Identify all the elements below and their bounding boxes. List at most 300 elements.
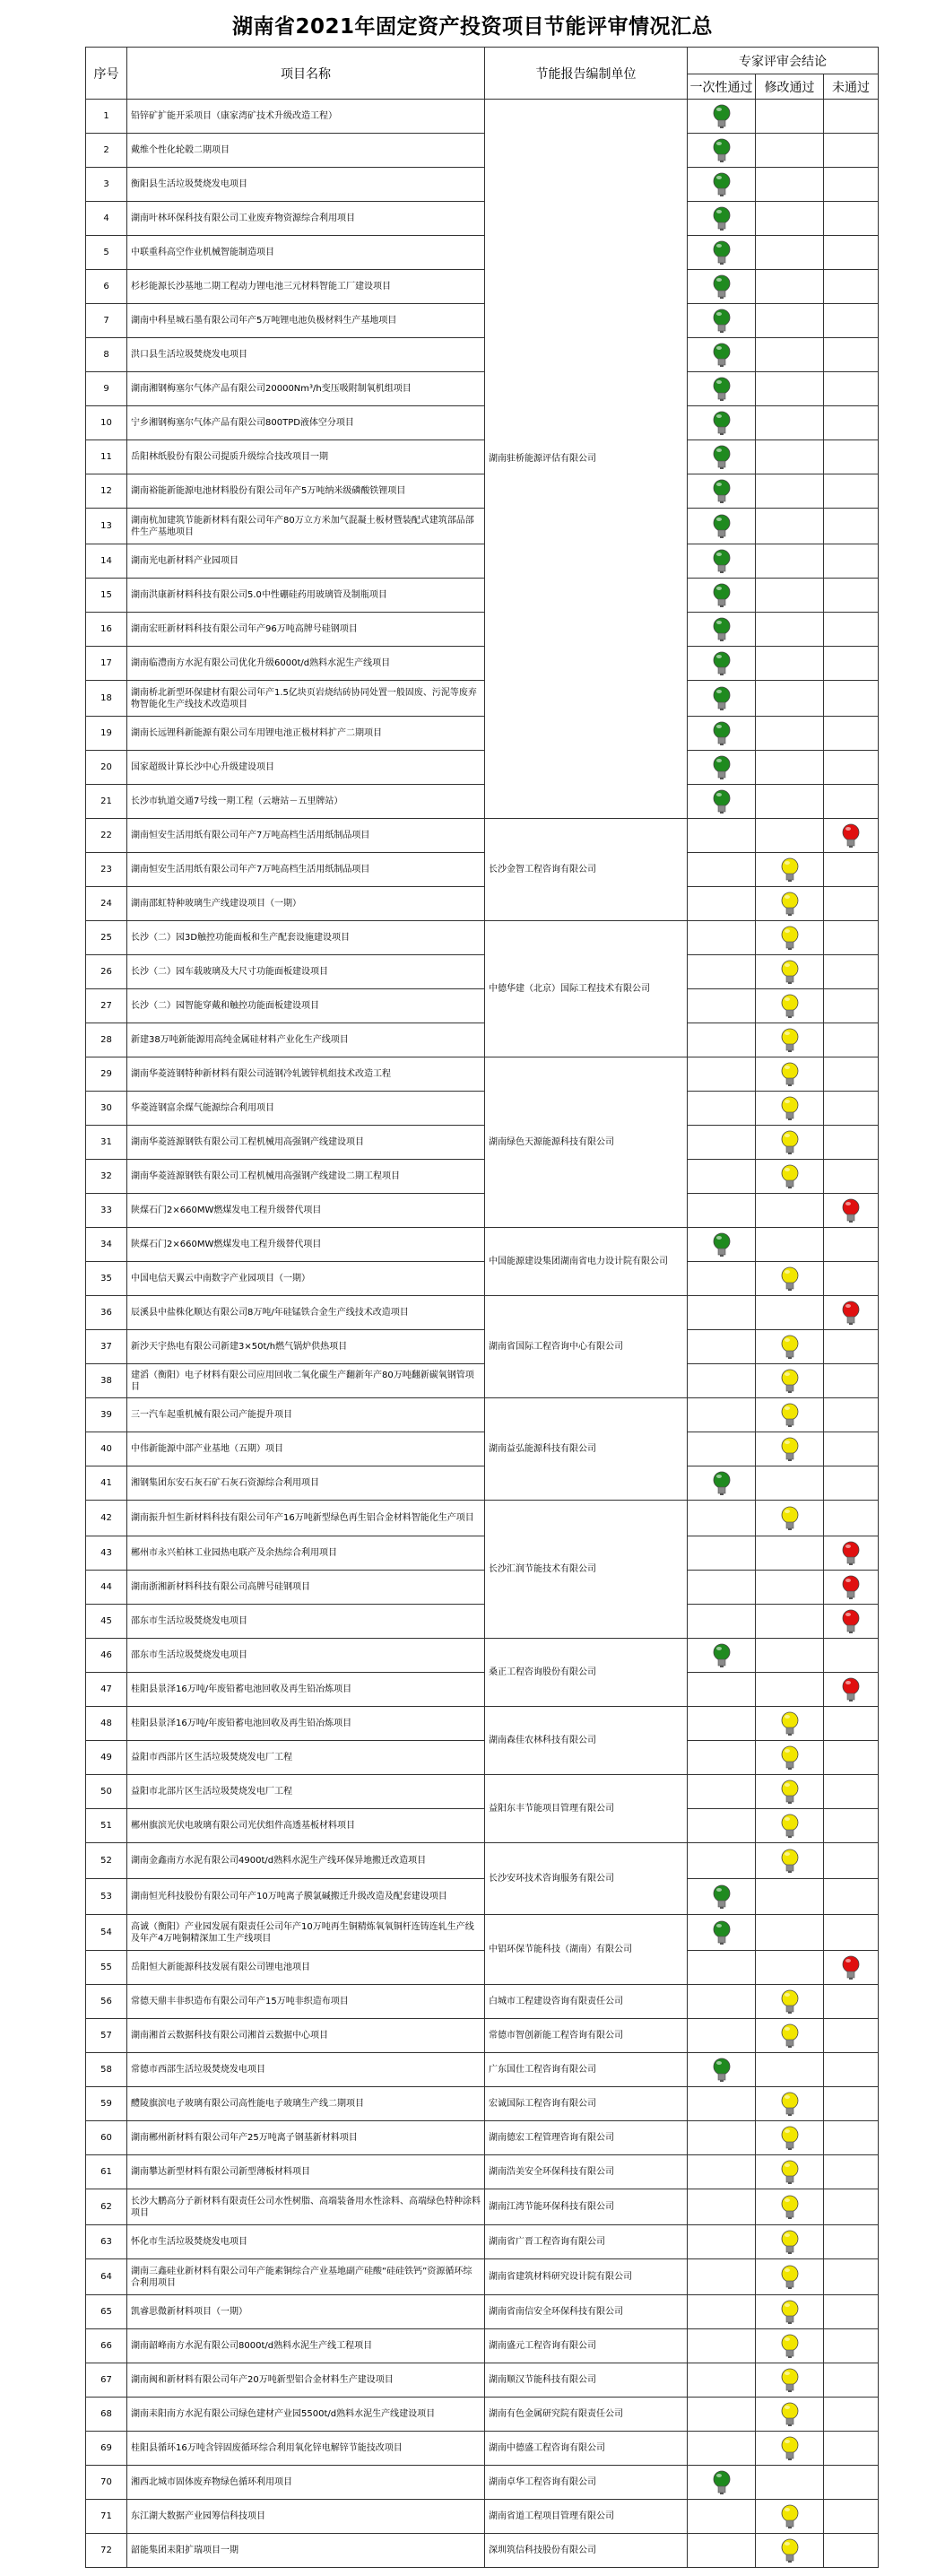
bulb-glass [714, 241, 730, 257]
bulb-glass [843, 1542, 859, 1558]
status-bulb-pass-icon [711, 478, 733, 505]
report-unit: 宏诚国际工程咨询有限公司 [485, 2087, 688, 2121]
bulb-highlight [785, 1440, 790, 1444]
result-cell-revise [756, 853, 824, 887]
row-number: 66 [86, 2329, 127, 2363]
review-summary-table [85, 47, 879, 2568]
result-cell-revise [756, 1228, 824, 1262]
result-cell-fail [824, 2225, 879, 2259]
row-number: 40 [86, 1432, 127, 1466]
bulb-tip [720, 1493, 724, 1495]
header-name: 项目名称 [127, 48, 485, 100]
result-cell-fail [824, 887, 879, 921]
report-unit: 湖南有色金属研究院有限责任公司 [485, 2398, 688, 2432]
bulb-tip [788, 2217, 792, 2219]
result-cell-revise [756, 2259, 824, 2295]
bulb-base [718, 120, 725, 126]
bulb-highlight [716, 587, 722, 590]
bulb-highlight [716, 1647, 722, 1650]
result-cell-fail [824, 270, 879, 304]
bulb-base [718, 1487, 725, 1493]
report-unit: 长沙安环技术咨询服务有限公司 [485, 1843, 688, 1915]
status-bulb-revise-icon [779, 1061, 801, 1088]
status-bulb-pass-icon [711, 376, 733, 403]
bulb-tip [788, 1153, 792, 1154]
bulb-highlight [716, 518, 722, 521]
bulb-base [786, 1762, 793, 1768]
header-conclusion: 专家评审会结论 [688, 48, 879, 74]
row-number: 35 [86, 1262, 127, 1296]
bulb-glass [714, 618, 730, 634]
result-cell-pass [688, 474, 756, 509]
bulb-glass [782, 1370, 798, 1386]
result-cell-pass [688, 1023, 756, 1057]
bulb-tip [720, 605, 724, 607]
project-name: 湖南华菱涟钢特种新材料有限公司涟钢冷轧镀锌机组技术改造工程 [127, 1057, 485, 1092]
bulb-tip [720, 640, 724, 641]
status-bulb-pass-icon [711, 548, 733, 575]
bulb-highlight [716, 414, 722, 418]
status-bulb-revise-icon [779, 891, 801, 918]
project-name: 湖南湘钢梅塞尔气体产品有限公司20000Nm³/h变压吸附制氧机组项目 [127, 372, 485, 406]
result-cell-fail [824, 168, 879, 202]
bulb-tip [788, 2148, 792, 2150]
result-cell-fail [824, 1364, 879, 1398]
result-cell-fail [824, 2295, 879, 2329]
status-bulb-revise-icon [779, 2435, 801, 2462]
bulb-tip [788, 914, 792, 916]
project-name: 邵东市生活垃圾焚烧发电项目 [127, 1639, 485, 1673]
result-cell-revise [756, 236, 824, 270]
table-row [86, 2189, 879, 2225]
row-number: 38 [86, 1364, 127, 1398]
bulb-glass [843, 1610, 859, 1626]
result-cell-pass [688, 955, 756, 989]
result-cell-pass [688, 1915, 756, 1951]
bulb-highlight [785, 1852, 790, 1856]
table-row [86, 1879, 879, 1915]
bulb-base [847, 1693, 854, 1700]
result-cell-revise [756, 2087, 824, 2121]
bulb-glass [782, 2024, 798, 2041]
result-cell-pass [688, 1741, 756, 1775]
table-row [86, 2398, 879, 2432]
row-number: 4 [86, 202, 127, 236]
bulb-highlight [845, 827, 851, 831]
project-name: 陕煤石门2×660MW燃煤发电工程升级替代项目 [127, 1194, 485, 1228]
status-bulb-revise-icon [779, 1129, 801, 1156]
result-cell-pass [688, 236, 756, 270]
result-cell-fail [824, 1228, 879, 1262]
status-bulb-pass-icon [711, 788, 733, 815]
bulb-tip [788, 2287, 792, 2289]
table-row [86, 2053, 879, 2087]
status-bulb-pass-icon [711, 308, 733, 335]
bulb-tip [788, 1187, 792, 1188]
bulb-base [718, 427, 725, 433]
table-row [86, 1330, 879, 1364]
row-number: 1 [86, 100, 127, 134]
project-name: 湖南攀达新型材料有限公司新型薄板材料项目 [127, 2155, 485, 2189]
status-bulb-pass-icon [711, 239, 733, 266]
row-number: 63 [86, 2225, 127, 2259]
status-bulb-pass-icon [711, 274, 733, 300]
report-unit: 湖南盛元工程咨询有限公司 [485, 2329, 688, 2363]
table-row [86, 1843, 879, 1879]
row-number: 24 [86, 887, 127, 921]
bulb-highlight [785, 963, 790, 967]
result-cell-pass [688, 2500, 756, 2534]
bulb-base [718, 565, 725, 571]
bulb-glass [714, 207, 730, 223]
row-number: 42 [86, 1501, 127, 1536]
result-cell-fail [824, 1985, 879, 2019]
status-bulb-revise-icon [779, 2125, 801, 2152]
row-number: 11 [86, 440, 127, 474]
bulb-base [786, 2142, 793, 2148]
bulb-glass [714, 2058, 730, 2075]
row-number: 51 [86, 1809, 127, 1843]
status-bulb-revise-icon [779, 2537, 801, 2564]
result-cell-revise [756, 989, 824, 1023]
table-row [86, 2259, 879, 2295]
bulb-highlight [785, 2233, 790, 2237]
bulb-tip [849, 1221, 853, 1223]
bulb-base [786, 1283, 793, 1289]
report-unit: 湖南绿色天源能源科技有限公司 [485, 1057, 688, 1228]
result-cell-fail [824, 1466, 879, 1501]
bulb-highlight [785, 2542, 790, 2546]
bulb-highlight [785, 1817, 790, 1821]
table-row [86, 1262, 879, 1296]
result-cell-pass [688, 2432, 756, 2466]
report-unit: 长沙金智工程咨询有限公司 [485, 819, 688, 921]
bulb-highlight [716, 621, 722, 624]
bulb-tip [788, 982, 792, 984]
bulb-highlight [716, 1475, 722, 1478]
row-number: 21 [86, 785, 127, 819]
table-row [86, 613, 879, 647]
status-bulb-revise-icon [779, 1027, 801, 1054]
bulb-highlight [716, 1924, 722, 1928]
table-row [86, 1466, 879, 1501]
bulb-highlight [785, 2303, 790, 2307]
project-name: 长沙大鹏高分子新材料有限责任公司水性树脂、高端装备用水性涂料、高端绿色特种涂料项目 [127, 2189, 485, 2225]
result-cell-revise [756, 2534, 824, 2568]
bulb-highlight [785, 1168, 790, 1171]
result-cell-fail [824, 751, 879, 785]
status-bulb-pass-icon [711, 205, 733, 232]
table-row [86, 1809, 879, 1843]
status-bulb-pass-icon [711, 685, 733, 712]
table-row [86, 236, 879, 270]
result-cell-revise [756, 406, 824, 440]
bulb-base [786, 2418, 793, 2424]
bulb-highlight [716, 553, 722, 556]
bulb-highlight [845, 1681, 851, 1684]
result-cell-revise [756, 1398, 824, 1432]
project-name: 华菱涟钢富余煤气能源综合利用项目 [127, 1092, 485, 1126]
result-cell-pass [688, 270, 756, 304]
bulb-base [718, 633, 725, 640]
result-cell-fail [824, 1639, 879, 1673]
result-cell-pass [688, 2053, 756, 2087]
table-row [86, 2121, 879, 2155]
result-cell-pass [688, 2259, 756, 2295]
result-cell-fail [824, 1057, 879, 1092]
result-cell-fail [824, 955, 879, 989]
bulb-base [786, 1044, 793, 1050]
result-cell-revise [756, 681, 824, 717]
bulb-highlight [716, 2061, 722, 2065]
project-name: 湖南临澧南方水泥有限公司优化升级6000t/d熟料水泥生产线项目 [127, 647, 485, 681]
status-bulb-revise-icon [779, 1368, 801, 1395]
bulb-tip [788, 1871, 792, 1873]
bulb-base [786, 2211, 793, 2217]
result-cell-fail [824, 100, 879, 134]
status-bulb-revise-icon [779, 1334, 801, 1361]
bulb-highlight [785, 1715, 790, 1719]
bulb-highlight [785, 1338, 790, 1342]
bulb-highlight [785, 2163, 790, 2167]
result-cell-revise [756, 304, 824, 338]
result-cell-revise [756, 1466, 824, 1501]
row-number: 72 [86, 2534, 127, 2568]
table-row [86, 1639, 879, 1673]
bulb-highlight [785, 2371, 790, 2375]
result-cell-revise [756, 1092, 824, 1126]
bulb-base [786, 2384, 793, 2390]
status-bulb-pass-icon [711, 1231, 733, 1258]
result-cell-fail [824, 1809, 879, 1843]
project-name: 韶能集团耒阳扩瑞项目一期 [127, 2534, 485, 2568]
result-cell-pass [688, 1809, 756, 1843]
project-name: 湖南恒安生活用纸有限公司年产7万吨高档生活用纸制品项目 [127, 819, 485, 853]
bulb-base [786, 1385, 793, 1391]
table-row [86, 717, 879, 751]
project-name: 长沙（二）园智能穿戴和触控功能面板建设项目 [127, 989, 485, 1023]
status-bulb-revise-icon [779, 2333, 801, 2360]
result-cell-revise [756, 1296, 824, 1330]
result-cell-fail [824, 509, 879, 544]
bulb-glass [782, 1849, 798, 1866]
project-name: 岳阳恒大新能源科技发展有限公司锂电池项目 [127, 1951, 485, 1985]
bulb-glass [782, 1063, 798, 1079]
row-number: 57 [86, 2019, 127, 2053]
project-name: 湖南长远锂科新能源有限公司车用锂电池正极材料扩产二期项目 [127, 717, 485, 751]
bulb-glass [782, 2335, 798, 2351]
table-row [86, 751, 879, 785]
status-bulb-pass-icon [711, 513, 733, 540]
report-unit: 湖南江湾节能环保科技有限公司 [485, 2189, 688, 2225]
result-cell-pass [688, 613, 756, 647]
result-cell-pass [688, 168, 756, 202]
result-cell-pass [688, 1536, 756, 1571]
bulb-highlight [785, 1100, 790, 1103]
table-row [86, 406, 879, 440]
table-row [86, 100, 879, 134]
result-cell-revise [756, 168, 824, 202]
status-bulb-revise-icon [779, 1095, 801, 1122]
status-bulb-pass-icon [711, 2469, 733, 2496]
row-number: 3 [86, 168, 127, 202]
bulb-base [847, 1557, 854, 1563]
result-cell-pass [688, 2189, 756, 2225]
table-row [86, 1364, 879, 1398]
report-unit: 湖南卓华工程咨询有限公司 [485, 2466, 688, 2500]
report-unit: 中国能源建设集团湖南省电力设计院有限公司 [485, 1228, 688, 1296]
bulb-tip [788, 880, 792, 882]
table-row [86, 2500, 879, 2534]
bulb-base [786, 2520, 793, 2527]
bulb-glass [782, 1336, 798, 1352]
result-cell-pass [688, 2295, 756, 2329]
row-number: 69 [86, 2432, 127, 2466]
status-bulb-pass-icon [711, 171, 733, 198]
row-number: 48 [86, 1707, 127, 1741]
bulb-base [718, 188, 725, 195]
row-number: 71 [86, 2500, 127, 2534]
bulb-highlight [785, 2129, 790, 2133]
result-cell-revise [756, 647, 824, 681]
result-cell-revise [756, 2500, 824, 2534]
bulb-tip [788, 948, 792, 950]
project-name: 湖南阀和新材料有限公司年产20万吨新型铝合金材料生产建设项目 [127, 2363, 485, 2398]
bulb-tip [788, 1802, 792, 1804]
result-cell-fail [824, 2121, 879, 2155]
bulb-highlight [716, 1888, 722, 1892]
status-bulb-pass-icon [711, 1470, 733, 1497]
bulb-base [718, 393, 725, 399]
bulb-tip [720, 161, 724, 162]
bulb-highlight [785, 861, 790, 865]
bulb-glass [714, 344, 730, 360]
bulb-tip [788, 1425, 792, 1427]
row-number: 14 [86, 544, 127, 579]
result-cell-revise [756, 1194, 824, 1228]
bulb-tip [788, 2459, 792, 2460]
report-unit: 广东国仕工程咨询有限公司 [485, 2053, 688, 2087]
result-cell-fail [824, 2432, 879, 2466]
result-cell-fail [824, 1092, 879, 1126]
bulb-tip [720, 1943, 724, 1945]
result-cell-pass [688, 887, 756, 921]
bulb-tip [720, 195, 724, 196]
bulb-base [718, 599, 725, 605]
result-cell-pass [688, 989, 756, 1023]
row-number: 54 [86, 1915, 127, 1951]
bulb-glass [782, 961, 798, 977]
status-bulb-revise-icon [779, 1745, 801, 1771]
result-cell-revise [756, 1775, 824, 1809]
result-cell-fail [824, 1296, 879, 1330]
result-cell-fail [824, 647, 879, 681]
project-name: 湖南中科星城石墨有限公司年产5万吨锂电池负极材料生产基地项目 [127, 304, 485, 338]
report-unit: 益阳东丰节能项目管理有限公司 [485, 1775, 688, 1843]
result-cell-fail [824, 2155, 879, 2189]
bulb-glass [782, 2403, 798, 2419]
status-bulb-revise-icon [779, 2091, 801, 2118]
result-cell-fail [824, 989, 879, 1023]
project-name: 常德天鼎丰非织造布有限公司年产15万吨非织造布项目 [127, 1985, 485, 2019]
bulb-glass [782, 2505, 798, 2521]
result-cell-pass [688, 1228, 756, 1262]
table-row [86, 1673, 879, 1707]
header-pass: 一次性通过 [688, 74, 756, 100]
result-cell-fail [824, 1262, 879, 1296]
result-cell-fail [824, 1915, 879, 1951]
bulb-highlight [785, 1510, 790, 1513]
result-cell-pass [688, 647, 756, 681]
bulb-tip [720, 1907, 724, 1909]
bulb-highlight [785, 1993, 790, 1997]
result-cell-revise [756, 2329, 824, 2363]
row-number: 44 [86, 1571, 127, 1605]
table-row [86, 887, 879, 921]
bulb-base [786, 874, 793, 880]
bulb-glass [782, 2539, 798, 2555]
status-bulb-pass-icon [711, 616, 733, 643]
report-unit: 湖南驻桥能源评估有限公司 [485, 100, 688, 819]
status-bulb-fail-icon [840, 1574, 862, 1601]
result-cell-fail [824, 1398, 879, 1432]
bulb-base [786, 1796, 793, 1802]
report-unit: 湖南省国际工程咨询中心有限公司 [485, 1296, 688, 1398]
result-cell-revise [756, 1126, 824, 1160]
bulb-tip [788, 1836, 792, 1838]
report-unit: 湖南省广晋工程咨询有限公司 [485, 2225, 688, 2259]
row-number: 25 [86, 921, 127, 955]
report-unit: 湖南益弘能源科技有限公司 [485, 1398, 688, 1501]
result-cell-revise [756, 887, 824, 921]
result-cell-pass [688, 1296, 756, 1330]
table-row [86, 1707, 879, 1741]
result-cell-fail [824, 1707, 879, 1741]
report-unit: 湖南省道工程项目管理有限公司 [485, 2500, 688, 2534]
result-cell-pass [688, 134, 756, 168]
bulb-tip [788, 1357, 792, 1359]
report-unit: 常德市智创新能工程咨询有限公司 [485, 2019, 688, 2053]
bulb-base [786, 2316, 793, 2322]
bulb-glass [782, 1131, 798, 1147]
status-bulb-fail-icon [840, 1300, 862, 1327]
bulb-base [718, 1659, 725, 1666]
bulb-base [718, 359, 725, 365]
report-unit: 湖南省南信安全环保科技有限公司 [485, 2295, 688, 2329]
result-cell-fail [824, 785, 879, 819]
bulb-glass [714, 412, 730, 428]
result-cell-fail [824, 1951, 879, 1985]
status-bulb-revise-icon [779, 1505, 801, 1532]
bulb-base [718, 222, 725, 229]
row-number: 20 [86, 751, 127, 785]
bulb-highlight [785, 2268, 790, 2272]
table-row [86, 474, 879, 509]
result-cell-fail [824, 2500, 879, 2534]
bulb-glass [714, 105, 730, 121]
row-number: 30 [86, 1092, 127, 1126]
project-name: 湖南叶林环保科技有限公司工业废弃物资源综合利用项目 [127, 202, 485, 236]
bulb-highlight [785, 2198, 790, 2202]
bulb-glass [782, 2127, 798, 2143]
status-bulb-revise-icon [779, 2503, 801, 2530]
result-cell-pass [688, 1843, 756, 1879]
result-cell-revise [756, 2121, 824, 2155]
bulb-base [786, 2176, 793, 2182]
result-cell-pass [688, 579, 756, 613]
bulb-tip [720, 536, 724, 538]
table-row [86, 1057, 879, 1092]
